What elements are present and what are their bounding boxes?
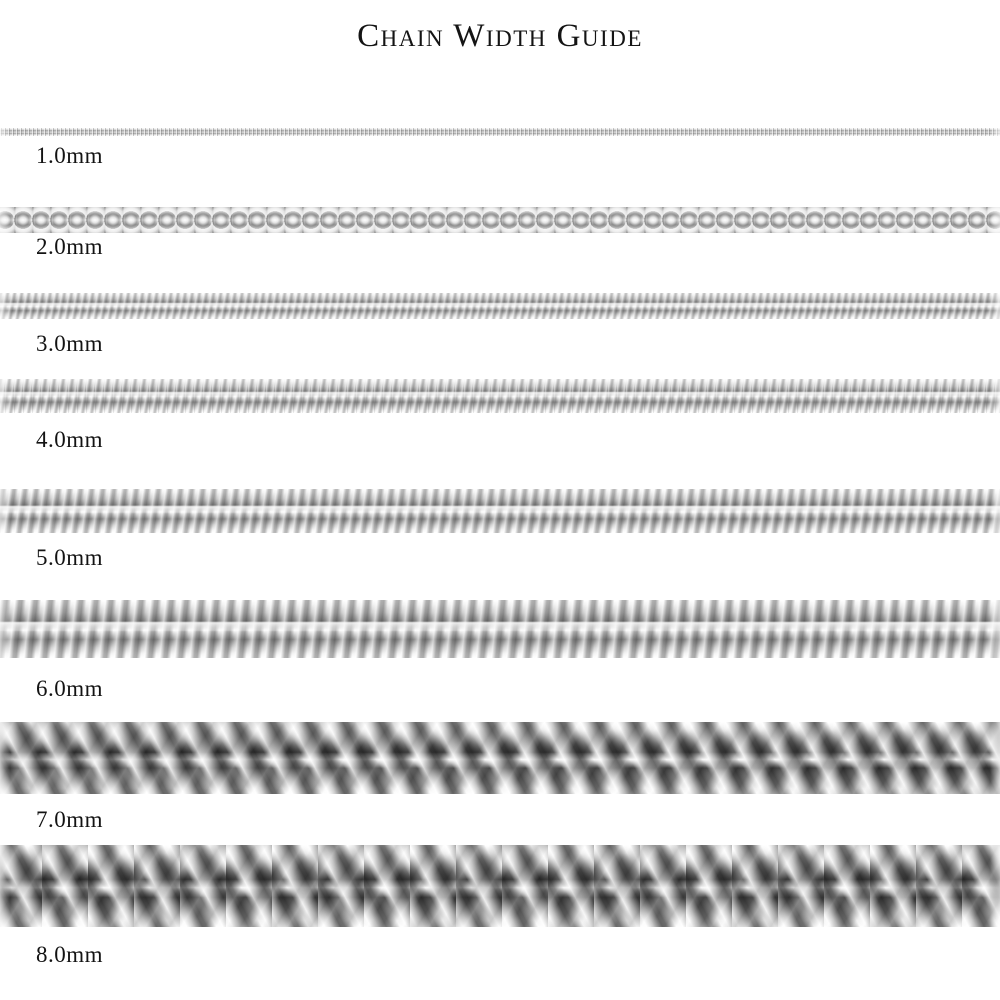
- chain-sample-2.0mm: [0, 207, 1000, 233]
- chain-sample-6.0mm: [0, 600, 1000, 658]
- chain-texture: [0, 489, 1000, 533]
- chain-texture: [0, 128, 1000, 136]
- chain-sample-7.0mm: [0, 722, 1000, 794]
- chain-texture: [0, 379, 1000, 413]
- chain-sample-8.0mm: [0, 845, 1000, 927]
- chain-sample-3.0mm: [0, 293, 1000, 319]
- chain-width-label: 4.0mm: [36, 427, 104, 452]
- chain-width-label: 2.0mm: [36, 234, 104, 259]
- chain-texture: [0, 600, 1000, 658]
- chain-texture: [0, 293, 1000, 319]
- chain-width-label: 7.0mm: [36, 807, 104, 832]
- chain-texture: [0, 845, 1000, 927]
- chain-width-label: 5.0mm: [36, 545, 104, 570]
- chain-width-label: 3.0mm: [36, 331, 104, 356]
- chain-texture: [0, 722, 1000, 794]
- chain-sample-1.0mm: [0, 128, 1000, 136]
- chain-width-label: 8.0mm: [36, 942, 104, 967]
- page-title: Chain Width Guide: [357, 18, 643, 54]
- chain-texture: [0, 207, 1000, 233]
- chain-width-label: 1.0mm: [36, 143, 104, 168]
- chain-width-label: 6.0mm: [36, 676, 104, 701]
- chain-sample-4.0mm: [0, 379, 1000, 413]
- chain-sample-5.0mm: [0, 489, 1000, 533]
